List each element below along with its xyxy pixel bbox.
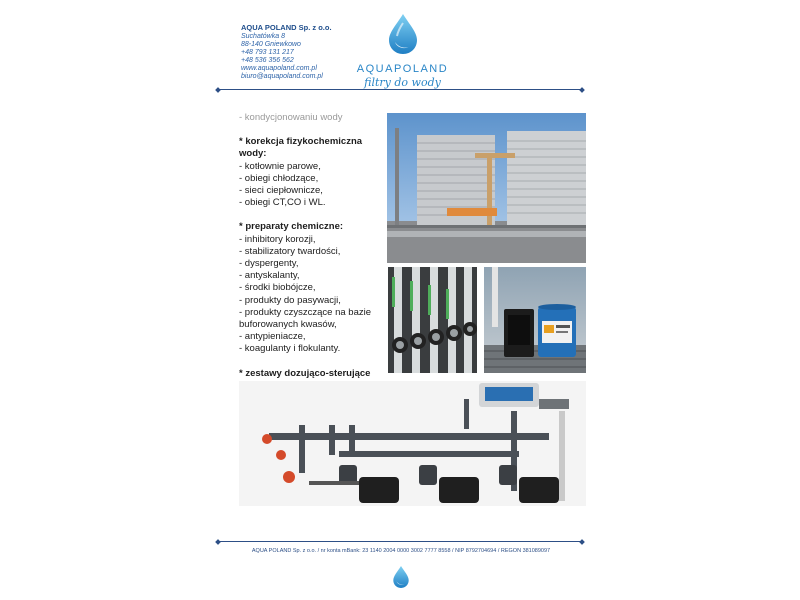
phone-line: +48 536 356 562 xyxy=(241,57,294,64)
list-item: - produkty czyszczące na bazie xyxy=(239,306,372,318)
list-item: - środki biobójcze, xyxy=(239,282,316,294)
chemical-drums-photo xyxy=(484,267,586,373)
company-info xyxy=(241,24,332,81)
list-item: - inhibitory korozji, xyxy=(239,233,316,245)
header-divider xyxy=(219,89,581,90)
flow-meters-photo xyxy=(388,267,477,373)
intro-line: - kondycjonowaniu wody xyxy=(239,112,343,123)
rule-marker xyxy=(579,87,585,93)
brand-logo xyxy=(355,12,450,89)
rule-marker xyxy=(579,539,585,545)
address-line: Suchatówka 8 xyxy=(241,33,285,40)
section-heading: * zestawy dozująco-sterujące xyxy=(239,367,371,379)
services-list xyxy=(239,112,387,380)
list-item: - kotłownie parowe, xyxy=(239,160,321,172)
list-item: - koagulanty i flokulanty. xyxy=(239,343,341,355)
water-drop-icon xyxy=(383,12,423,56)
list-item: buforowanych kwasów, xyxy=(239,319,337,331)
footer-logo xyxy=(390,563,412,596)
list-item: - dyspergenty, xyxy=(239,258,299,270)
website-link[interactable]: www.aquapoland.com.pl xyxy=(241,65,317,72)
phone-line: +48 793 131 217 xyxy=(241,49,294,56)
section-heading: * preparaty chemiczne: xyxy=(239,221,344,233)
brand-tagline: filtry do wody xyxy=(364,76,441,89)
address-line: 88-140 Gniewkowo xyxy=(241,41,301,48)
brand-name: AQUAPOLAND xyxy=(356,63,449,75)
list-item: - antypieniacze, xyxy=(239,331,306,343)
list-item: - sieci ciepłownicze, xyxy=(239,185,323,197)
company-name: AQUA POLAND Sp. z o.o. xyxy=(241,23,332,32)
list-item: - produkty do pasywacji, xyxy=(239,294,341,306)
list-item: - stabilizatory twardości, xyxy=(239,245,341,257)
list-item: - obiegi chłodzące, xyxy=(239,172,319,184)
cooling-tower-photo xyxy=(387,113,586,263)
email-link[interactable]: biuro@aquapoland.com.pl xyxy=(241,73,323,80)
footer-divider xyxy=(219,541,581,542)
list-item: - antyskalanty, xyxy=(239,270,300,282)
section-heading: * korekcja fizykochemiczna wody: xyxy=(239,136,363,160)
footer-text: AQUA POLAND Sp. z o.o. / nr konta mBank: 23 1140 2004 0000 3002 7777 8558 / NIP 8792704694 / REGON 381089097 xyxy=(251,548,551,554)
dosing-panel-photo xyxy=(239,381,586,506)
list-item: - obiegi CT,CO i WL. xyxy=(239,197,326,209)
water-drop-icon xyxy=(390,563,412,591)
